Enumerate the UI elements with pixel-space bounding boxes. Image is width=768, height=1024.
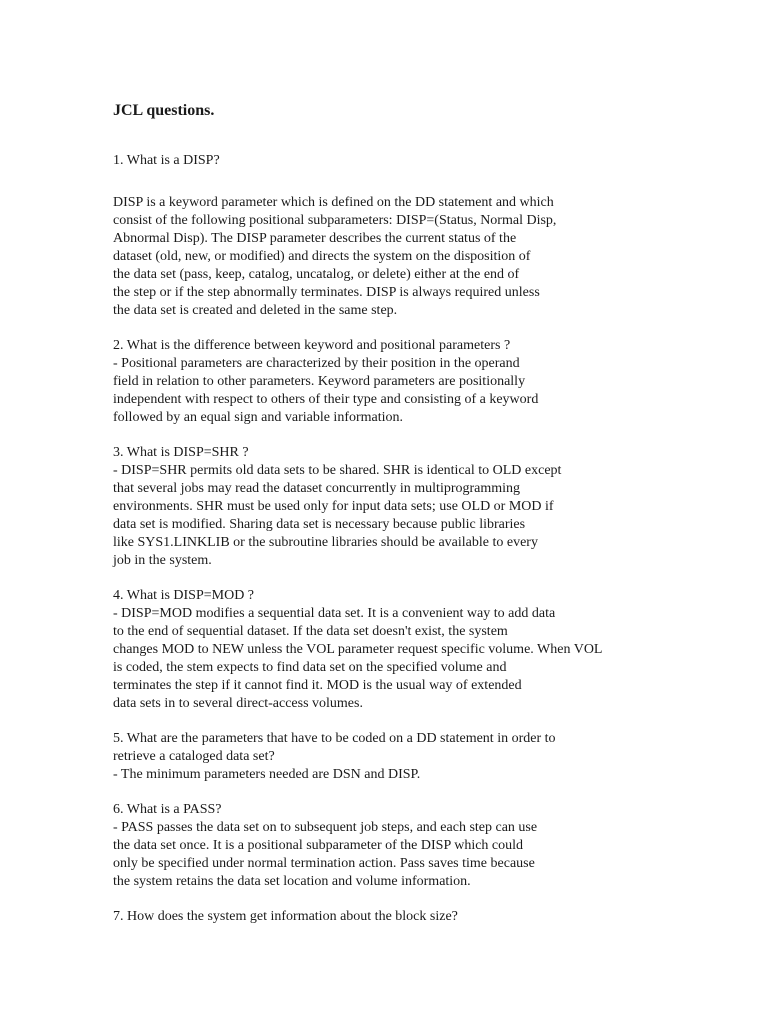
text-line: environments. SHR must be used only for input data sets; use OLD or MOD if (113, 499, 554, 514)
text-line: terminates the step if it cannot find it. MOD is the usual way of extended (113, 678, 522, 693)
text-line: 3. What is DISP=SHR ? (113, 445, 249, 460)
text-line: independent with respect to others of their type and consisting of a keyword (113, 392, 539, 407)
text-line: 4. What is DISP=MOD ? (113, 588, 255, 603)
text-line: the step or if the step abnormally terminates. DISP is always required unless (113, 285, 540, 300)
question-3 (113, 444, 561, 570)
text-line: to the end of sequential dataset. If the data set doesn't exist, the system (113, 624, 508, 639)
text-line: retrieve a cataloged data set? (113, 749, 275, 764)
question-2 (113, 337, 538, 427)
text-line: field in relation to other parameters. Keyword parameters are positionally (113, 374, 526, 389)
text-line: the data set is created and deleted in the same step. (113, 303, 398, 318)
text-line: - PASS passes the data set on to subsequent job steps, and each step can use (113, 820, 538, 835)
text-line: data sets in to several direct-access volumes. (113, 696, 363, 711)
text-line: Abnormal Disp). The DISP parameter describes the current status of the (113, 231, 517, 246)
text-line: - Positional parameters are characterized by their position in the operand (113, 356, 520, 371)
text-line: changes MOD to NEW unless the VOL parameter request specific volume. When VOL (113, 642, 603, 657)
text-line: like SYS1.LINKLIB or the subroutine libraries should be available to every (113, 535, 538, 550)
text-line: that several jobs may read the dataset concurrently in multiprogramming (113, 481, 521, 496)
text-line: DISP is a keyword parameter which is defined on the DD statement and which (113, 195, 554, 210)
answer-1 (113, 194, 556, 320)
text-line: followed by an equal sign and variable information. (113, 410, 404, 425)
text-line: dataset (old, new, or modified) and directs the system on the disposition of (113, 249, 531, 264)
text-line: - DISP=MOD modifies a sequential data set. It is a convenient way to add data (113, 606, 556, 621)
page-title: JCL questions. (113, 102, 215, 119)
question-4 (113, 587, 602, 713)
text-line: - The minimum parameters needed are DSN and DISP. (113, 767, 421, 782)
text-line: only be specified under normal termination action. Pass saves time because (113, 856, 535, 871)
text-line: data set is modified. Sharing data set is necessary because public libraries (113, 517, 526, 532)
text-line: 5. What are the parameters that have to be coded on a DD statement in order to (113, 731, 556, 746)
text-line: the data set (pass, keep, catalog, uncatalog, or delete) either at the end of (113, 267, 520, 282)
text-line: 1. What is a DISP? (113, 153, 220, 168)
text-line: is coded, the stem expects to find data set on the specified volume and (113, 660, 507, 675)
text-line: consist of the following positional subparameters: DISP=(Status, Normal Disp, (113, 213, 557, 228)
question-6 (113, 801, 537, 891)
question-1 (113, 152, 220, 170)
question-5 (113, 730, 556, 784)
text-line: the data set once. It is a positional subparameter of the DISP which could (113, 838, 524, 853)
text-line: 6. What is a PASS? (113, 802, 222, 817)
text-line: job in the system. (113, 553, 212, 568)
text-line: - DISP=SHR permits old data sets to be shared. SHR is identical to OLD except (113, 463, 562, 478)
question-7 (113, 908, 458, 926)
text-line: the system retains the data set location and volume information. (113, 874, 471, 889)
text-line: 7. How does the system get information about the block size? (113, 909, 458, 924)
text-line: 2. What is the difference between keyword and positional parameters ? (113, 338, 511, 353)
